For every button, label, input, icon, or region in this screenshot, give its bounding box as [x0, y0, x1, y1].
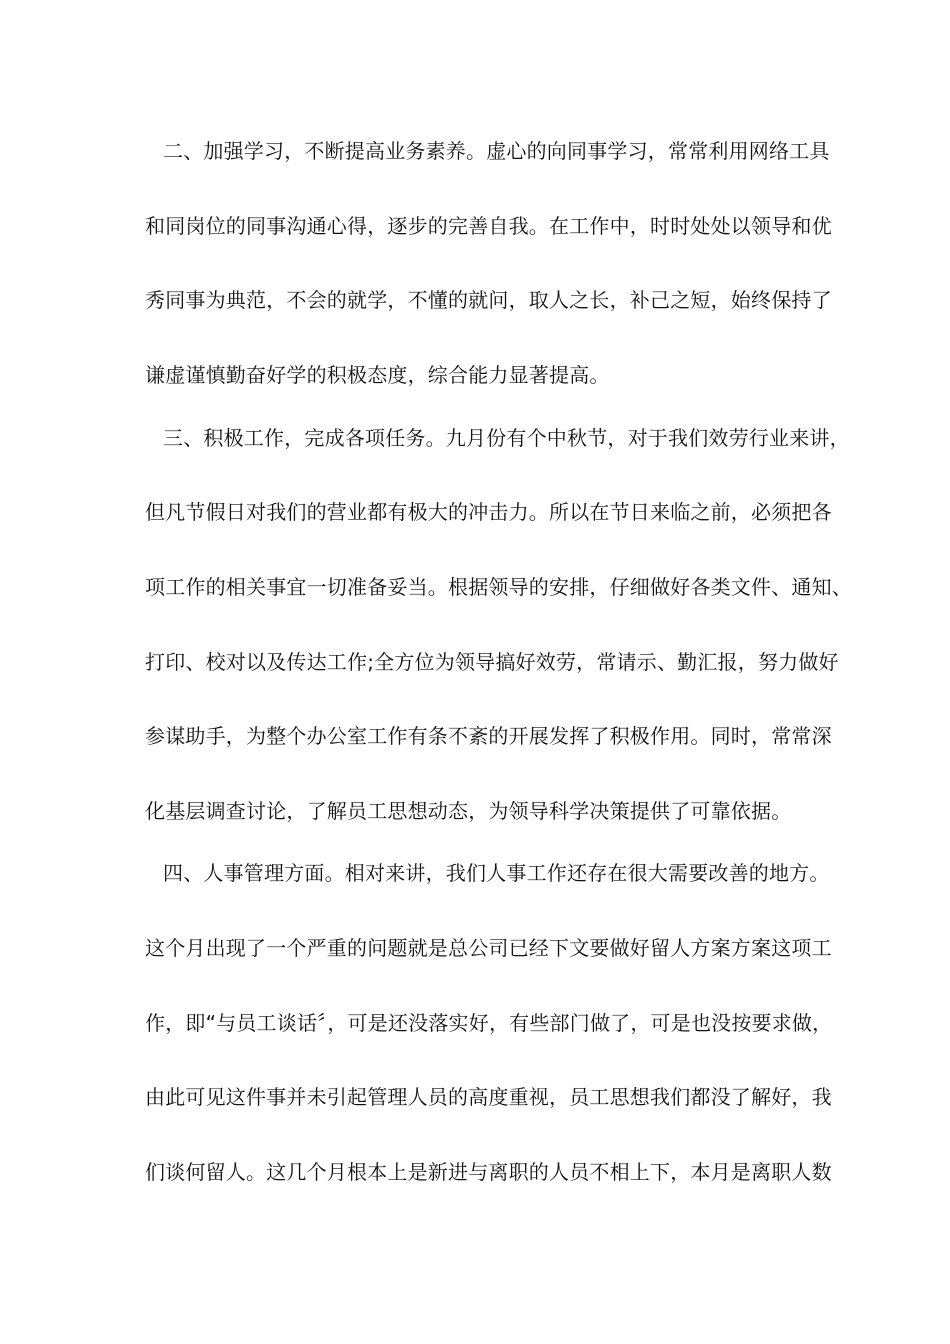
- paragraph-2-line-4: 谦虚谨慎勤奋好学的积极态度，综合能力显著提高。: [145, 363, 610, 387]
- paragraph-4-line-1: 四、人事管理方面。相对来讲，我们人事工作还存在很大需要改善的地方。: [163, 861, 830, 885]
- paragraph-4-line-4: 由此可见这件事并未引起管理人员的高度重视，员工思想我们都没了解好，我: [145, 1085, 832, 1109]
- paragraph-3-line-3: 项工作的相关事宜一切准备妥当。根据领导的安排，仔细做好各类文件、通知、: [145, 575, 852, 599]
- paragraph-2-line-3: 秀同事为典范，不会的就学，不懂的就问，取人之长，补己之短，始终保持了: [145, 288, 832, 312]
- paragraph-3-line-2: 但凡节假日对我们的营业都有极大的冲击力。所以在节日来临之前，必须把各: [145, 500, 832, 524]
- paragraph-3-line-6: 化基层调查讨论，了解员工思想动态，为领导科学决策提供了可靠依据。: [145, 799, 792, 823]
- paragraph-4-line-2: 这个月出现了一个严重的问题就是总公司已经下文要做好留人方案方案这项工: [145, 936, 832, 960]
- paragraph-3-line-5: 参谋助手，为整个办公室工作有条不紊的开展发挥了积极作用。同时，常常深: [145, 724, 832, 748]
- paragraph-4-line-5: 们谈何留人。这几个月根本上是新进与离职的人员不相上下，本月是离职人数: [145, 1160, 832, 1184]
- paragraph-2-line-1: 二、加强学习，不断提高业务素养。虚心的向同事学习，常常利用网络工具: [163, 139, 830, 163]
- paragraph-3-line-4: 打印、校对以及传达工作;全方位为领导搞好效劳，常请示、勤汇报，努力做好: [145, 650, 839, 674]
- paragraph-2-line-2: 和同岗位的同事沟通心得，逐步的完善自我。在工作中，时时处处以领导和优: [145, 214, 832, 238]
- paragraph-4-line-3: 作，即“与员工谈话〞，可是还没落实好，有些部门做了，可是也没按要求做，: [145, 1011, 833, 1035]
- paragraph-3-line-1: 三、积极工作，完成各项任务。九月份有个中秋节，对于我们效劳行业来讲，: [163, 426, 850, 450]
